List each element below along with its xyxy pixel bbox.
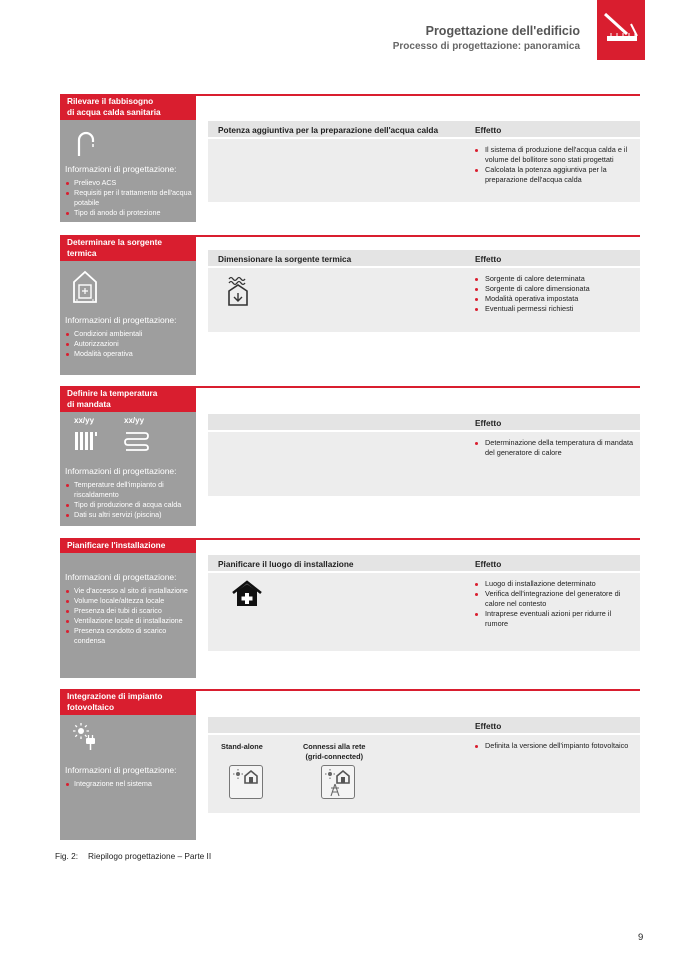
option-grid-label: Connessi alla rete (grid-connected) xyxy=(303,742,366,761)
row-label: Pianificare il luogo di installazione xyxy=(218,559,354,569)
list-item: Condizioni ambientali xyxy=(65,329,195,339)
list-item: Intraprese eventuali azioni per ridurre il rumore xyxy=(474,609,634,629)
info-panel xyxy=(60,412,196,526)
row-body xyxy=(208,735,640,813)
temp-label: xx/yy xyxy=(74,416,95,425)
effect-list xyxy=(474,438,634,458)
list-item: Requisiti per il trattamento dell'acqua potabile xyxy=(65,188,195,208)
heat-source-icon xyxy=(71,269,99,305)
section-heading: Rilevare il fabbisogno di acqua calda sanitaria xyxy=(60,94,196,120)
temp-label: xx/yy xyxy=(124,416,145,425)
page-subtitle: Processo di progettazione: panoramica xyxy=(392,41,580,52)
section-heading: Integrazione di impianto fotovoltaico xyxy=(60,689,196,715)
list-item: Sorgente di calore dimensionata xyxy=(474,284,634,294)
effect-label: Effetto xyxy=(475,721,502,731)
list-item: Definita la versione dell'impianto fotovoltaico xyxy=(474,741,634,751)
row-label: Dimensionare la sorgente termica xyxy=(218,254,352,264)
list-item: Tipo di produzione di acqua calda xyxy=(65,500,195,510)
effect-label: Effetto xyxy=(475,559,502,569)
effect-list xyxy=(474,145,634,185)
row-header xyxy=(208,250,640,266)
list-item: Prelievo ACS xyxy=(65,178,195,188)
design-tools-icon xyxy=(597,0,645,60)
list-item: Verifica dell'integrazione del generatore di calore nel contesto xyxy=(474,589,634,609)
heat-source-dimension-icon xyxy=(226,275,250,307)
grid-connected-icon xyxy=(321,765,355,799)
list-item: Tipo di anodo di protezione xyxy=(65,208,195,218)
row-header xyxy=(208,555,640,571)
effect-list xyxy=(474,741,634,751)
list-item: Autorizzazioni xyxy=(65,339,195,349)
page-number: 9 xyxy=(638,932,644,943)
info-panel xyxy=(60,120,196,222)
effect-label: Effetto xyxy=(475,125,502,135)
figure-caption xyxy=(55,851,211,861)
list-item: Il sistema di produzione dell'acqua calda e il volume del bollitore sono stati progettati xyxy=(474,145,634,165)
list-item: Calcolata la potenza aggiuntiva per la preparazione dell'acqua calda xyxy=(474,165,634,185)
info-list xyxy=(65,586,195,646)
radiator-icon xyxy=(73,430,99,452)
brand-logo xyxy=(597,0,645,60)
underfloor-heating-icon xyxy=(123,430,149,452)
tap-icon xyxy=(73,128,99,158)
list-item: Determinazione della temperatura di mandata del generatore di calore xyxy=(474,438,634,458)
figure-text: Riepilogo progettazione – Parte II xyxy=(88,851,212,861)
list-item: Presenza dei tubi di scarico xyxy=(65,606,195,616)
effect-label: Effetto xyxy=(475,254,502,264)
grid-house-icon xyxy=(322,766,353,797)
info-list xyxy=(65,178,195,218)
house-install-icon xyxy=(231,579,263,607)
list-item: Vie d'accesso al sito di installazione xyxy=(65,586,195,596)
list-item: Presenza condotto di scarico condensa xyxy=(65,626,195,646)
page-title: Progettazione dell'edificio xyxy=(425,24,580,38)
section-heading: Definire la temperatura di mandata xyxy=(60,386,196,412)
info-title: Informazioni di progettazione: xyxy=(65,466,177,476)
info-list xyxy=(65,329,195,359)
info-title: Informazioni di progettazione: xyxy=(65,572,177,582)
list-item: Modalità operativa xyxy=(65,349,195,359)
info-title: Informazioni di progettazione: xyxy=(65,315,177,325)
effect-list xyxy=(474,274,634,314)
row-header xyxy=(208,121,640,137)
list-item: Modalità operativa impostata xyxy=(474,294,634,304)
row-header xyxy=(208,717,640,733)
row-body xyxy=(208,268,640,332)
info-panel xyxy=(60,553,196,678)
effect-list xyxy=(474,579,634,629)
row-label: Potenza aggiuntiva per la preparazione dell'acqua calda xyxy=(218,125,439,135)
list-item: Eventuali permessi richiesti xyxy=(474,304,634,314)
section-heading: Determinare la sorgente termica xyxy=(60,235,196,261)
info-title: Informazioni di progettazione: xyxy=(65,164,177,174)
row-body xyxy=(208,432,640,496)
list-item: Volume locale/altezza locale xyxy=(65,596,195,606)
row-body xyxy=(208,139,640,202)
section-heading: Pianificare l'installazione xyxy=(60,538,196,553)
list-item: Integrazione nel sistema xyxy=(65,779,195,789)
row-body xyxy=(208,573,640,651)
effect-label: Effetto xyxy=(475,418,502,428)
info-list xyxy=(65,480,195,520)
list-item: Luogo di installazione determinato xyxy=(474,579,634,589)
list-item: Dati su altri servizi (piscina) xyxy=(65,510,195,520)
pv-plug-icon xyxy=(71,721,99,751)
figure-label: Fig. 2: xyxy=(55,851,79,861)
info-list xyxy=(65,779,195,789)
solar-house-icon xyxy=(230,766,261,797)
row-header xyxy=(208,414,640,430)
info-panel xyxy=(60,715,196,840)
list-item: Sorgente di calore determinata xyxy=(474,274,634,284)
option-standalone-label: Stand-alone xyxy=(221,742,263,751)
info-panel xyxy=(60,261,196,375)
list-item: Ventilazione locale di installazione xyxy=(65,616,195,626)
list-item: Temperature dell'impianto di riscaldamento xyxy=(65,480,195,500)
info-title: Informazioni di progettazione: xyxy=(65,765,177,775)
standalone-icon xyxy=(229,765,263,799)
